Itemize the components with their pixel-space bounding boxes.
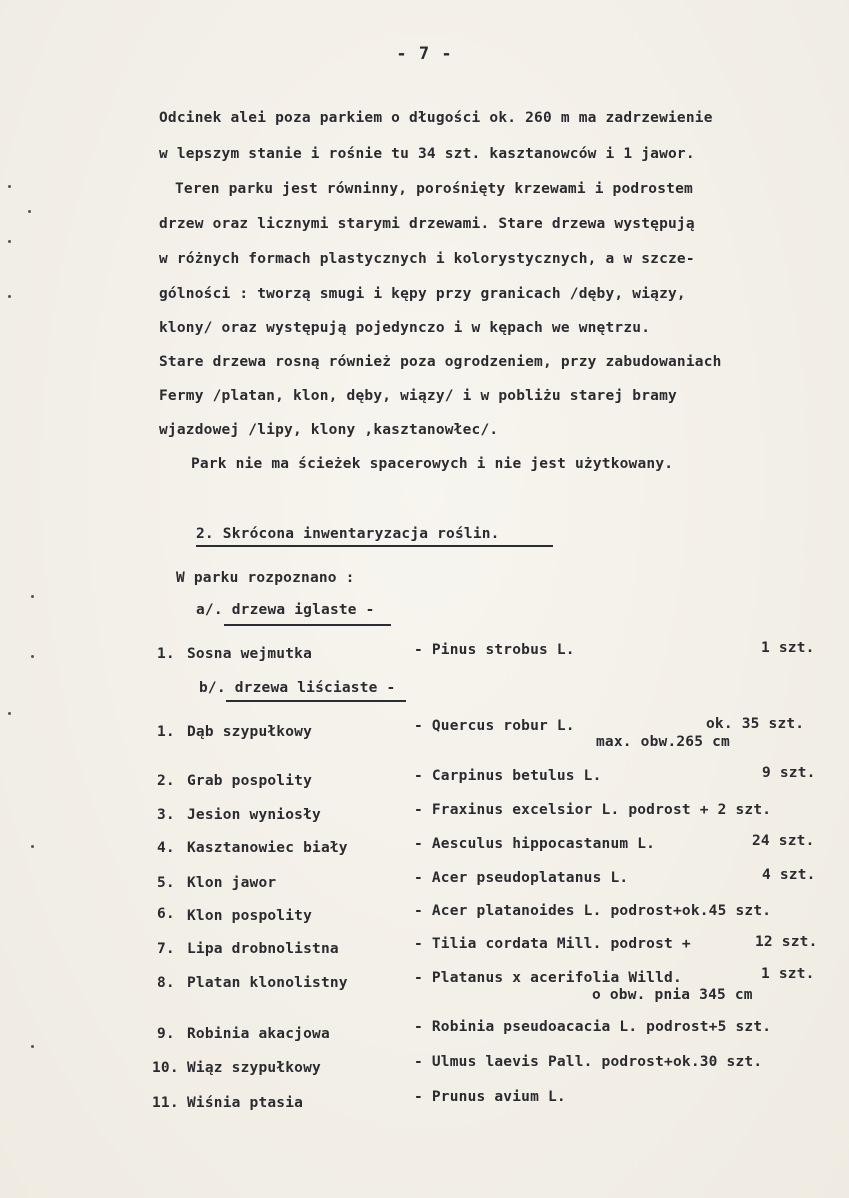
latin-name: - Aesculus hippocastanum L.: [414, 836, 656, 852]
scan-speck: [31, 655, 34, 658]
item-count: ok. 35 szt.: [706, 716, 805, 732]
group-heading-conifers: a/. drzewa iglaste -: [196, 602, 375, 618]
group-underline: [224, 624, 391, 626]
intro-text: W parku rozpoznano :: [176, 570, 355, 586]
paragraph-line: wjazdowej /lipy, klony ,kasztanowłec/.: [159, 422, 499, 438]
latin-name: - Fraxinus excelsior L. podrost + 2 szt.: [414, 802, 772, 818]
latin-name: - Prunus avium L.: [414, 1089, 566, 1105]
item-number: 6.: [157, 906, 175, 922]
polish-name: Sosna wejmutka: [187, 646, 313, 662]
paragraph-line: klony/ oraz występują pojedynczo i w kępach we wnętrzu.: [159, 320, 651, 336]
latin-name: - Acer platanoides L. podrost+ok.45 szt.: [414, 903, 772, 919]
polish-name: Dąb szypułkowy: [187, 724, 313, 740]
item-number: 3.: [157, 807, 175, 823]
latin-name: - Platanus x acerifolia Willd.: [414, 970, 682, 986]
paragraph-line: Teren parku jest równinny, porośnięty krzewami i podrostem: [175, 181, 693, 197]
group-underline: [226, 700, 406, 702]
page-number: - 7 -: [396, 44, 453, 64]
item-count: 1 szt.: [761, 966, 815, 982]
scan-speck: [28, 210, 31, 213]
item-number: 11.: [152, 1095, 179, 1111]
polish-name: Platan klonolistny: [187, 975, 348, 991]
item-number: 7.: [157, 941, 175, 957]
item-number: 5.: [157, 875, 175, 891]
group-heading-deciduous: b/. drzewa liściaste -: [199, 680, 396, 696]
paragraph-line: Stare drzewa rosną również poza ogrodzeniem, przy zabudowaniach: [159, 354, 722, 370]
latin-name: - Tilia cordata Mill. podrost +: [414, 936, 691, 952]
item-count: 9 szt.: [762, 765, 816, 781]
item-count: 4 szt.: [762, 867, 816, 883]
latin-name: - Pinus strobus L.: [414, 642, 575, 658]
paragraph-line: w różnych formach plastycznych i kolorystycznych, a w szcze-: [159, 251, 695, 267]
scan-speck: [8, 185, 11, 188]
scan-speck: [8, 295, 11, 298]
scan-speck: [31, 595, 34, 598]
item-number: 2.: [157, 773, 175, 789]
latin-name: - Robinia pseudoacacia L. podrost+5 szt.: [414, 1019, 772, 1035]
paragraph-line: gólności : tworzą smugi i kępy przy granicach /dęby, wiązy,: [159, 286, 686, 302]
polish-name: Lipa drobnolistna: [187, 941, 339, 957]
item-number: 8.: [157, 975, 175, 991]
item-number: 4.: [157, 840, 175, 856]
item-count: 1 szt.: [761, 640, 815, 656]
heading-underline: [196, 545, 553, 547]
scan-speck: [31, 1045, 34, 1048]
item-count: 24 szt.: [752, 833, 815, 849]
item-number: 10.: [152, 1060, 179, 1076]
item-count: 12 szt.: [755, 934, 818, 950]
scan-speck: [8, 240, 11, 243]
polish-name: Wiąz szypułkowy: [187, 1060, 321, 1076]
item-number: 9.: [157, 1026, 175, 1042]
polish-name: Robinia akacjowa: [187, 1026, 330, 1042]
scan-speck: [8, 712, 11, 715]
paragraph-line: Park nie ma ścieżek spacerowych i nie jest użytkowany.: [191, 456, 674, 472]
polish-name: Jesion wyniosły: [187, 807, 321, 823]
item-number: 1.: [157, 724, 175, 740]
latin-name: - Carpinus betulus L.: [414, 768, 602, 784]
polish-name: Grab pospolity: [187, 773, 313, 789]
latin-name: - Quercus robur L.: [414, 718, 575, 734]
polish-name: Klon jawor: [187, 875, 277, 891]
paragraph-line: Odcinek alei poza parkiem o długości ok. 260 m ma zadrzewienie: [159, 110, 713, 126]
paragraph-line: drzew oraz licznymi starymi drzewami. Stare drzewa występują: [159, 216, 695, 232]
scan-speck: [31, 845, 34, 848]
paragraph-line: Fermy /platan, klon, dęby, wiązy/ i w pobliżu starej bramy: [159, 388, 677, 404]
section-heading: 2. Skrócona inwentaryzacja roślin.: [196, 526, 500, 542]
latin-name: - Acer pseudoplatanus L.: [414, 870, 629, 886]
item-number: 1.: [157, 646, 175, 662]
polish-name: Kasztanowiec biały: [187, 840, 348, 856]
polish-name: Klon pospolity: [187, 908, 313, 924]
item-note: o obw. pnia 345 cm: [592, 987, 753, 1003]
latin-name: - Ulmus laevis Pall. podrost+ok.30 szt.: [414, 1054, 763, 1070]
item-note: max. obw.265 cm: [596, 734, 730, 750]
paragraph-line: w lepszym stanie i rośnie tu 34 szt. kasztanowców i 1 jawor.: [159, 146, 695, 162]
polish-name: Wiśnia ptasia: [187, 1095, 304, 1111]
